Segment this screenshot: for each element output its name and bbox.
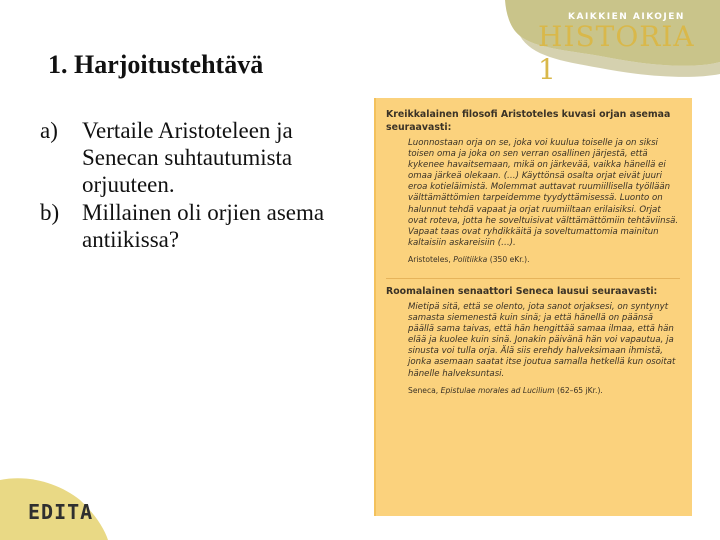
seneca-quote: Mietipä sitä, että se olento, jota sanot orjaksesi, on syntynyt samasta siemenestä kuin sinä; ja että hänellä on päänsä päällä sama taivas, että hän hengittää samaa ilmaa, että hän elää ja kuolee kuin sinä. Jonakin päivänä hän voi vapautua, ja sinusta voi tulla orja. Älä siis erehdy halveksimaan ihmistä, jonka asemaan saatat itse joutua samalla hetkellä kun osoitat hänelle halveksuntasi. <box>408 301 676 379</box>
citation-author: Aristoteles, <box>408 254 451 264</box>
publisher-logo: EDITA <box>28 500 94 524</box>
task-item-b <box>40 199 360 253</box>
task-text: Vertaile Aristoteleen ja Senecan suhtautumista orjuuteen. <box>82 118 293 197</box>
citation-author: Seneca, <box>408 385 439 395</box>
series-label: KAIKKIEN AIKOJEN <box>568 12 685 22</box>
aristotle-quote: Luonnostaan orja on se, joka voi kuulua toiselle ja on siksi toisen oma ja joka on sen verran osallinen järjestä, että kykenee havaitsemaan, mikä on järkevää, vaikka hänellä ei omaa järkeä olekaan. (…) Käyttönsä osalta orjat eivät juuri eroa kotieläimistä. Molemmat auttavat ruumiillisella työllään välttämättömien tarpeidemme tyydyttämisessä. Luonto on halunnut tehdä vapaat ja orjat ruumiiltaan erilaisiksi. Orjat ovat roteva, jotta he soveltuisivat välttämättömiin tehtäviinsä. Vapaat taas ovat ryhdikkäitä ja soveltumattomia mainitun kaltaisiin askareisiin (…). <box>408 138 679 248</box>
citation-date: (62–65 jKr.). <box>557 385 603 395</box>
aristotle-citation <box>408 255 680 264</box>
task-list <box>40 117 360 254</box>
citation-date: (350 eKr.). <box>489 254 530 264</box>
seneca-citation <box>408 386 680 395</box>
citation-work: Politiikka <box>453 254 488 264</box>
task-marker: b) <box>40 200 60 225</box>
seneca-intro: Roomalainen senaattori Seneca lausui seuraavasti: <box>386 285 658 297</box>
source-text-box <box>374 98 692 516</box>
series-title-logo: HISTORIA 1 <box>538 20 695 86</box>
aristotle-intro: Kreikkalainen filosofi Aristoteles kuvasi orjan asemaa seuraavasti: <box>386 109 671 133</box>
task-text: Millainen oli orjien asema antiikissa? <box>82 200 325 252</box>
slide-title: 1. Harjoitustehtävä <box>48 50 264 79</box>
citation-work: Epistulae morales ad Lucilium <box>440 385 555 395</box>
section-divider <box>386 278 680 279</box>
task-marker: a) <box>40 118 58 143</box>
task-item-a <box>40 117 360 198</box>
